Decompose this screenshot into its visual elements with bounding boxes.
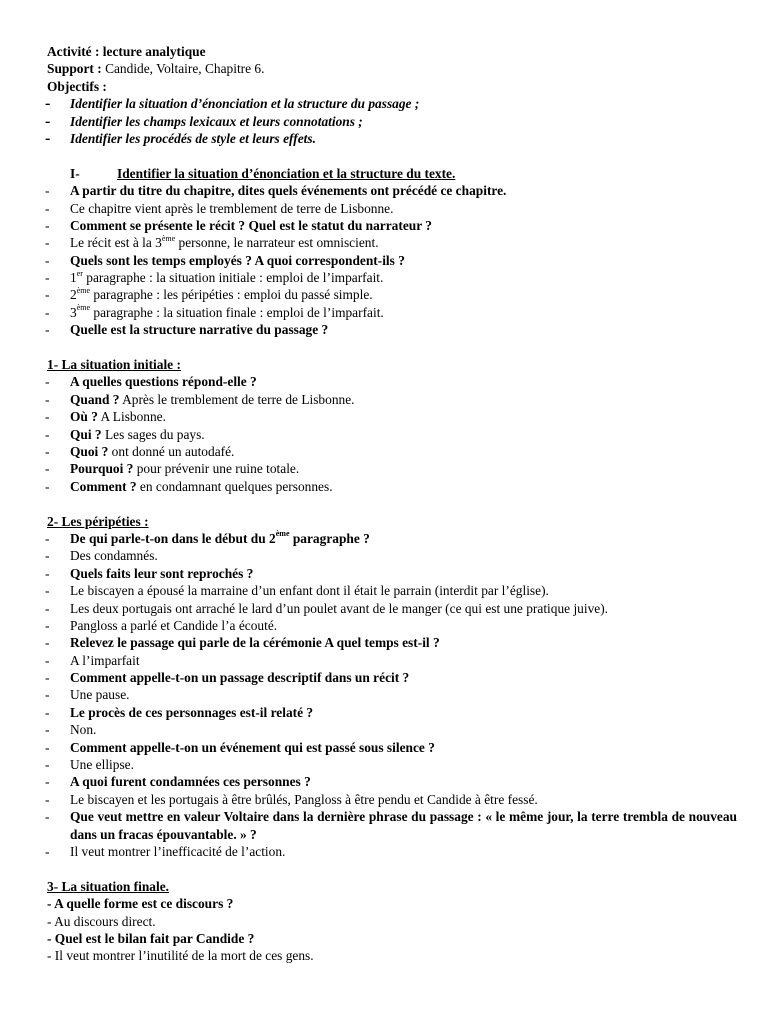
question-text: Quels sont les temps employés ? A quoi correspondent-ils ? <box>70 252 405 268</box>
answer-text: Il veut montrer l’inefficacité de l’action. <box>70 843 286 859</box>
answer-line: - Le récit est à la 3ème personne, le narrateur est omniscient. <box>45 233 379 251</box>
dash-bullet: - <box>45 112 51 130</box>
question-line: - Quels sont les temps employés ? A quoi correspondent-ils ? <box>45 252 405 268</box>
list-item: - A quoi furent condamnées ces personnes ? <box>45 774 311 790</box>
list-item: - Au discours direct. <box>47 913 156 929</box>
support-line <box>47 60 737 77</box>
answer-text: 2ème paragraphe : les péripéties : emploi du passé simple. <box>70 286 373 303</box>
support-label: Support : <box>47 61 102 77</box>
objective-text: Identifier les champs lexicaux et leurs connotations ; <box>70 113 363 129</box>
list-item: - Une pause. <box>45 687 130 703</box>
subsection-title-peripeties: 2- Les péripéties : <box>47 513 149 529</box>
list-item: - Quoi ? ont donné un autodafé. <box>45 443 235 459</box>
question-text: Que veut mettre en valeur Voltaire dans la dernière phrase du passage : « le même jour, la terre trembla de nouveau dans un fracas épouvantable. » ? <box>70 809 737 842</box>
subsection-title-initial: 1- La situation initiale : <box>47 357 181 373</box>
section-heading <box>47 165 737 182</box>
answer-line: - Ce chapitre vient après le tremblement de terre de Lisbonne. <box>45 200 394 216</box>
activity-line <box>47 43 737 60</box>
objectives-label: Objectifs : <box>47 78 107 94</box>
list-item: - Qui ? Les sages du pays. <box>45 426 205 442</box>
activity-label: Activité : <box>47 44 100 59</box>
objective-item <box>47 113 737 130</box>
section-number: I- <box>70 165 80 181</box>
list-item: - A l’imparfait <box>45 652 140 668</box>
question-text: A quelles questions répond-elle ? <box>70 374 257 390</box>
list-item: - Des condamnés. <box>45 548 158 564</box>
objective-text: Identifier les procédés de style et leurs effets. <box>70 130 316 146</box>
objective-item <box>47 95 737 112</box>
document-page <box>47 43 737 965</box>
list-item: - Quel est le bilan fait par Candide ? <box>47 930 255 946</box>
dash-bullet: - <box>45 129 51 147</box>
answer-line: - 1er paragraphe : la situation initiale : emploi de l’imparfait. <box>45 268 384 286</box>
question-line: - A partir du titre du chapitre, dites quels événements ont précédé ce chapitre. <box>45 183 507 199</box>
list-item: - Où ? A Lisbonne. <box>45 409 166 425</box>
list-item: - Les deux portugais ont arraché le lard d’un poulet avant de le manger (ce qui est une pratique juive). <box>45 600 609 616</box>
list-item: - A quelle forme est ce discours ? <box>47 896 234 912</box>
question-line: - Quelle est la structure narrative du passage ? <box>45 322 329 338</box>
objectives-label-line <box>47 78 737 95</box>
list-item: - Le biscayen et les portugais à être brûlés, Pangloss à être pendu et Candide à être fessé. <box>45 791 538 807</box>
list-item: - Pourquoi ? pour prévenir une ruine totale. <box>45 461 300 477</box>
list-item: - Quels faits leur sont reprochés ? <box>45 565 254 581</box>
list-item: - Comment ? en condamnant quelques personnes. <box>45 478 333 494</box>
question-line: - De qui parle-t-on dans le début du 2ème paragraphe ? <box>45 529 370 546</box>
answer-text: 3ème paragraphe : la situation finale : emploi de l’imparfait. <box>70 303 384 320</box>
list-item: - Relevez le passage qui parle de la cérémonie A quel temps est-il ? <box>45 635 440 651</box>
question-text: A partir du titre du chapitre, dites quels événements ont précédé ce chapitre. <box>70 183 507 199</box>
dash-bullet: - <box>45 95 51 113</box>
list-item: - Quand ? Après le tremblement de terre de Lisbonne. <box>45 391 355 407</box>
question-line: - Comment se présente le récit ? Quel est le statut du narrateur ? <box>45 217 432 233</box>
list-item: - Comment appelle-t-on un passage descriptif dans un récit ? <box>45 670 410 686</box>
question-text: Quelle est la structure narrative du passage ? <box>70 322 329 338</box>
list-item: - Il veut montrer l’inutilité de la mort de ces gens. <box>47 948 314 964</box>
list-item: - Pangloss a parlé et Candide l’a écouté. <box>45 617 278 633</box>
question-line: - Que veut mettre en valeur Voltaire dans la dernière phrase du passage : « le même jour, la terre trembla de nouveau dans un fracas épouvantable. » ? <box>45 809 737 842</box>
question-text: Comment se présente le récit ? Quel est le statut du narrateur ? <box>70 217 432 233</box>
section-title: Identifier la situation d’énonciation et la structure du texte. <box>117 165 456 181</box>
answer-text: Ce chapitre vient après le tremblement de terre de Lisbonne. <box>70 200 394 216</box>
objective-text: Identifier la situation d’énonciation et la structure du passage ; <box>70 96 420 112</box>
activity-value: lecture analytique <box>102 44 206 59</box>
subsection-title-finale: 3- La situation finale. <box>47 878 170 894</box>
question-line: - A quelles questions répond-elle ? <box>45 374 257 390</box>
answer-line: - Il veut montrer l’inefficacité de l’action. <box>45 843 286 859</box>
list-item: - Comment appelle-t-on un événement qui est passé sous silence ? <box>45 739 435 755</box>
objective-item <box>47 130 737 147</box>
list-item: - Le biscayen a épousé la marraine d’un enfant dont il était le parrain (interdit par l’église). <box>45 583 549 599</box>
list-item: - Non. <box>45 722 97 738</box>
support-value: Candide, Voltaire, Chapitre 6. <box>105 61 265 77</box>
answer-line: - 2ème paragraphe : les péripéties : emploi du passé simple. <box>45 286 373 303</box>
list-item: - Une ellipse. <box>45 757 134 773</box>
answer-line: - 3ème paragraphe : la situation finale : emploi de l’imparfait. <box>45 303 384 320</box>
question-text: De qui parle-t-on dans le début du 2ème paragraphe ? <box>70 529 370 546</box>
answer-text: 1er paragraphe : la situation initiale : emploi de l’imparfait. <box>70 268 384 286</box>
list-item: - Le procès de ces personnages est-il relaté ? <box>45 704 314 720</box>
answer-text: Le récit est à la 3ème personne, le narrateur est omniscient. <box>70 233 379 251</box>
